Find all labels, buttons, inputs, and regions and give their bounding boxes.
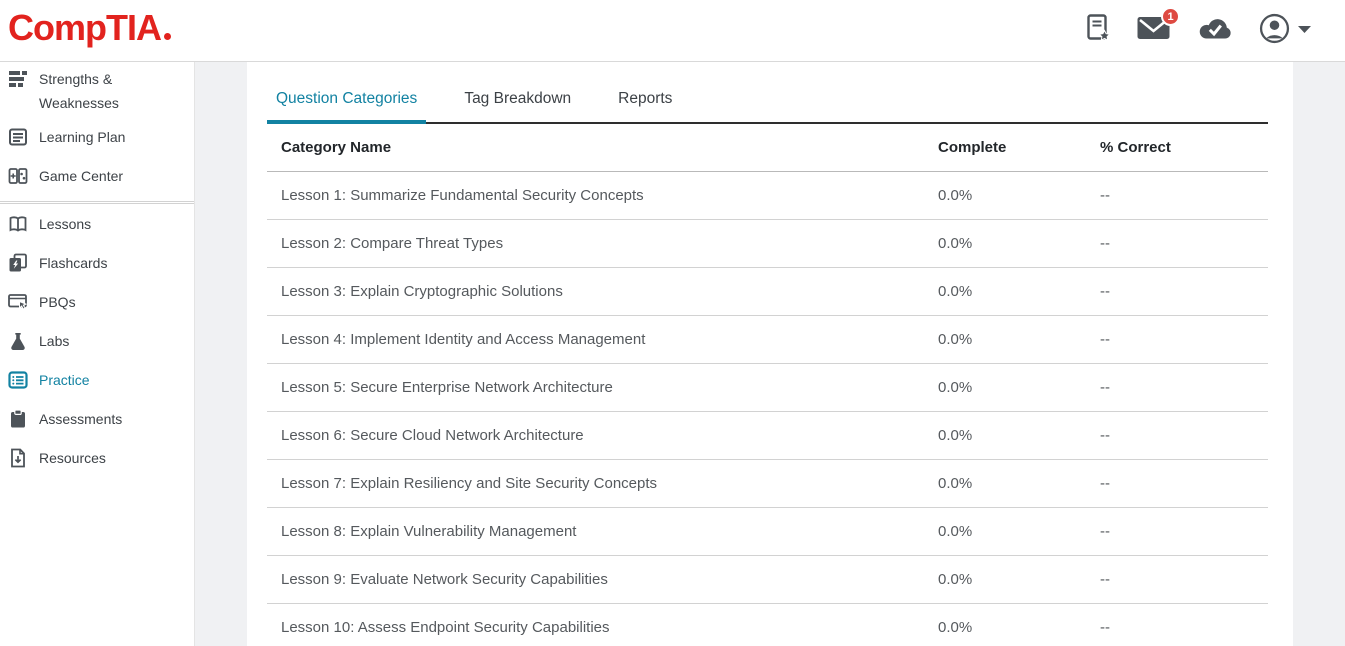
complete-value: 0.0%: [938, 427, 973, 444]
tab-question-categories[interactable]: Question Categories: [267, 90, 426, 122]
sidebar-item-strengths-weaknesses[interactable]: [0, 62, 194, 120]
sidebar-item-label: Labs: [39, 333, 70, 349]
caret-down-icon: [1297, 22, 1312, 40]
header-icon-group: [1087, 10, 1312, 49]
category-name: Lesson 9: Evaluate Network Security Capabilities: [281, 571, 608, 588]
category-name: Lesson 10: Assess Endpoint Security Capabilities: [281, 619, 610, 636]
sidebar-item-label: Resources: [39, 450, 106, 466]
table-row[interactable]: [267, 604, 1268, 646]
page-body: [0, 62, 1345, 646]
sidebar-item-lessons[interactable]: [0, 207, 194, 246]
sidebar-item-learning-plan[interactable]: [0, 120, 194, 159]
account-menu-button[interactable]: [1259, 13, 1312, 49]
sidebar-item-label: Assessments: [39, 411, 123, 427]
complete-value: 0.0%: [938, 379, 973, 396]
table-row[interactable]: [267, 460, 1268, 508]
logo-text: CompTIA: [8, 6, 161, 48]
sidebar-item-game-center[interactable]: [0, 159, 194, 198]
percent-correct-value: --: [1100, 619, 1110, 636]
sidebar-item-label: Flashcards: [39, 255, 108, 271]
percent-correct-value: --: [1100, 427, 1110, 444]
percent-correct-value: --: [1100, 379, 1110, 396]
sidebar-divider: [0, 201, 194, 204]
complete-value: 0.0%: [938, 331, 973, 348]
sidebar-item-label: Practice: [39, 372, 90, 388]
flask-icon: [8, 329, 28, 358]
column-header-category-name: Category Name: [281, 139, 392, 156]
category-name: Lesson 3: Explain Cryptographic Solutions: [281, 283, 563, 300]
complete-value: 0.0%: [938, 523, 973, 540]
cloud-check-icon: [1197, 15, 1232, 46]
notes-button[interactable]: [1087, 14, 1110, 47]
percent-correct-value: --: [1100, 187, 1110, 204]
mail-badge: 1: [1161, 7, 1180, 26]
category-name: Lesson 4: Implement Identity and Access Management: [281, 331, 646, 348]
table-row[interactable]: [267, 508, 1268, 556]
notes-icon: [1087, 14, 1110, 47]
percent-correct-value: --: [1100, 571, 1110, 588]
account-icon: [1259, 13, 1290, 49]
sidebar-item-resources[interactable]: [0, 441, 194, 480]
sync-status-button[interactable]: [1197, 15, 1232, 46]
sidebar-item-label: PBQs: [39, 294, 76, 310]
complete-value: 0.0%: [938, 619, 973, 636]
category-name: Lesson 6: Secure Cloud Network Architecture: [281, 427, 584, 444]
download-doc-icon: [8, 446, 28, 475]
complete-value: 0.0%: [938, 187, 973, 204]
percent-correct-value: --: [1100, 475, 1110, 492]
browser-pointer-icon: [8, 290, 28, 319]
sidebar-item-practice[interactable]: [0, 363, 194, 402]
levels-icon: [8, 67, 28, 96]
category-name: Lesson 2: Compare Threat Types: [281, 235, 504, 252]
category-name: Lesson 5: Secure Enterprise Network Architecture: [281, 379, 613, 396]
table-row[interactable]: [267, 364, 1268, 412]
table-row[interactable]: [267, 556, 1268, 604]
logo-registered-dot: [164, 33, 171, 40]
complete-value: 0.0%: [938, 283, 973, 300]
complete-value: 0.0%: [938, 235, 973, 252]
table-row[interactable]: [267, 220, 1268, 268]
percent-correct-value: --: [1100, 331, 1110, 348]
messages-button[interactable]: [1137, 10, 1174, 45]
sidebar-item-label: Lessons: [39, 216, 92, 232]
category-name: Lesson 7: Explain Resiliency and Site Security Concepts: [281, 475, 658, 492]
category-name: Lesson 1: Summarize Fundamental Security Concepts: [281, 187, 644, 204]
category-name: Lesson 8: Explain Vulnerability Management: [281, 523, 577, 540]
complete-value: 0.0%: [938, 571, 973, 588]
table-header-row: [267, 124, 1268, 172]
percent-correct-value: --: [1100, 235, 1110, 252]
list-icon: [8, 368, 28, 397]
column-header-percent-correct: % Correct: [1100, 139, 1171, 156]
sidebar: [0, 62, 195, 646]
main-panel: [247, 62, 1293, 646]
clipboard-icon: [8, 407, 28, 436]
sidebar-item-label: Game Center: [39, 168, 124, 184]
flashcard-bolt-icon: [8, 251, 28, 280]
sidebar-item-labs[interactable]: [0, 324, 194, 363]
table-row[interactable]: [267, 316, 1268, 364]
sidebar-item-label: Strengths & Weaknesses: [39, 71, 119, 111]
tab-bar: [267, 90, 1268, 124]
percent-correct-value: --: [1100, 523, 1110, 540]
sidebar-item-assessments[interactable]: [0, 402, 194, 441]
tab-reports[interactable]: Reports: [618, 90, 673, 107]
tab-tag-breakdown[interactable]: Tag Breakdown: [464, 90, 572, 107]
column-header-complete: Complete: [938, 139, 1007, 156]
table-row[interactable]: [267, 172, 1268, 220]
notebook-icon: [8, 125, 28, 154]
open-book-icon: [8, 212, 28, 241]
complete-value: 0.0%: [938, 475, 973, 492]
table-row[interactable]: [267, 412, 1268, 460]
top-header: [0, 0, 1345, 62]
sidebar-item-pbqs[interactable]: [0, 285, 194, 324]
table-row[interactable]: [267, 268, 1268, 316]
sidebar-item-flashcards[interactable]: [0, 246, 194, 285]
percent-correct-value: --: [1100, 283, 1110, 300]
game-icon: [8, 164, 28, 193]
sidebar-item-label: Learning Plan: [39, 129, 126, 145]
comptia-logo[interactable]: [8, 6, 171, 52]
